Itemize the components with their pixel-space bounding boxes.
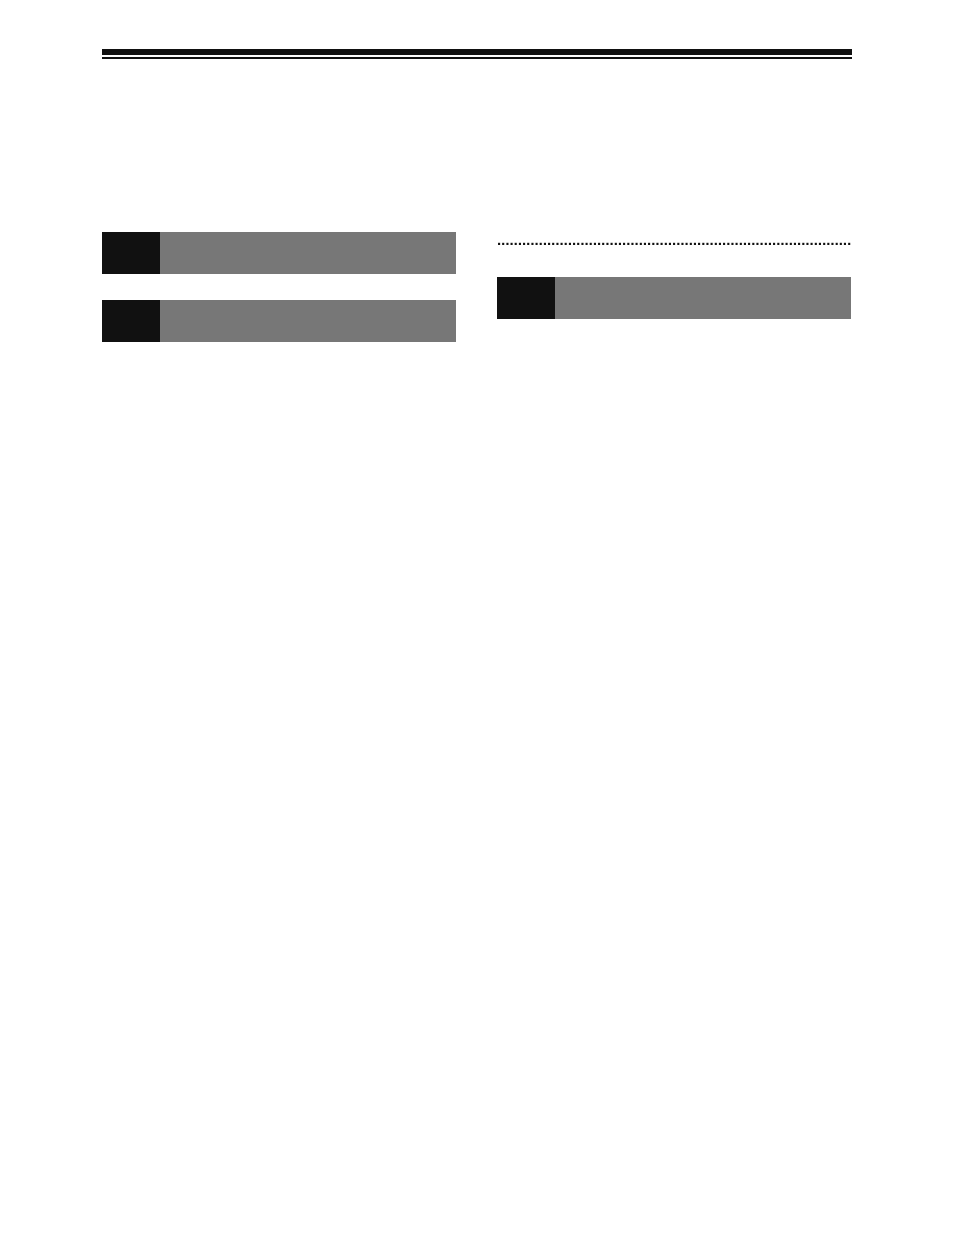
dot-leader xyxy=(497,230,851,251)
chapter-3-header xyxy=(497,277,851,319)
chapter-number xyxy=(497,277,555,319)
header-rule-thick xyxy=(102,49,852,55)
chapter-2-header xyxy=(102,300,456,342)
header-rule-thin xyxy=(102,57,852,59)
toc-entry-answering-machine[interactable] xyxy=(497,230,851,251)
left-column xyxy=(102,232,456,354)
chapter-1-header xyxy=(102,232,456,274)
chapter-number xyxy=(102,232,160,274)
chapter-number xyxy=(102,300,160,342)
right-column xyxy=(497,230,851,331)
